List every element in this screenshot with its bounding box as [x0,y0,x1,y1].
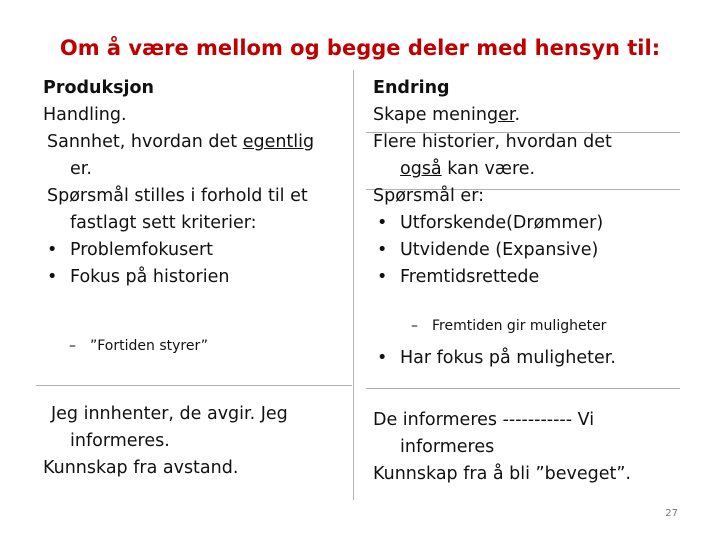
right-line-4: Spørsmål er: [373,186,484,206]
right-bullet: • Fremtidsrettede [373,264,612,291]
left-upper-text [43,75,314,291]
page-number: 27 [665,508,678,519]
right-line-1-end: . [514,105,521,125]
right-line-1-underlined: er [498,105,515,125]
right-lower-line-1: De informeres ----------- Vi [373,410,595,430]
right-bullet-last: • Har fokus på muligheter. [373,345,720,372]
left-line-4: Spørsmål stilles i forhold til et [47,186,308,206]
left-lower-line-3: Kunnskap fra avstand. [43,458,239,478]
left-line-2 [43,129,314,156]
column-divider [353,70,354,500]
left-line-1: Handling. [43,105,127,125]
left-line-2-text: Sannhet, hvordan det [47,132,243,152]
right-lower-line-2: informeres [400,437,495,457]
left-lower-line-2: informeres. [70,431,170,451]
right-sub-bullet: – Fremtiden gir muligheter [432,318,606,334]
left-sub-bullet: – ”Fortiden styrer” [90,338,208,354]
right-line-3-text: kan være. [441,159,536,179]
right-line-3 [373,156,612,183]
right-line-1-text: Skape mening [373,105,499,125]
right-lower-line-3: Kunnskap fra å bli ”beveget”. [373,464,631,484]
left-heading: Produksjon [43,78,154,98]
right-line-1 [373,102,612,129]
right-lower-text [373,407,631,488]
left-bullet: • Fokus på historien [43,264,314,291]
right-line-2: Flere historier, hvordan det [373,132,612,152]
row-divider-right [366,388,680,389]
right-bullet: • Utforskende(Drømmer) [373,210,612,237]
left-lower-text [43,401,288,482]
slide-title: Om å være mellom og begge deler med hensyn til: [59,36,661,60]
left-line-3: er. [70,159,92,179]
left-bullet: • Problemfokusert [43,237,314,264]
left-lower-line-1: Jeg innhenter, de avgir. Jeg [51,404,288,424]
row-divider-left [36,385,352,386]
left-line-2-underlined: egentlig [242,132,315,152]
right-bullet: • Utvidende (Expansive) [373,237,612,264]
right-heading: Endring [373,78,450,98]
right-line-3-underlined: også [400,159,442,179]
left-line-5: fastlagt sett kriterier: [70,213,257,233]
right-upper-text [373,75,612,291]
